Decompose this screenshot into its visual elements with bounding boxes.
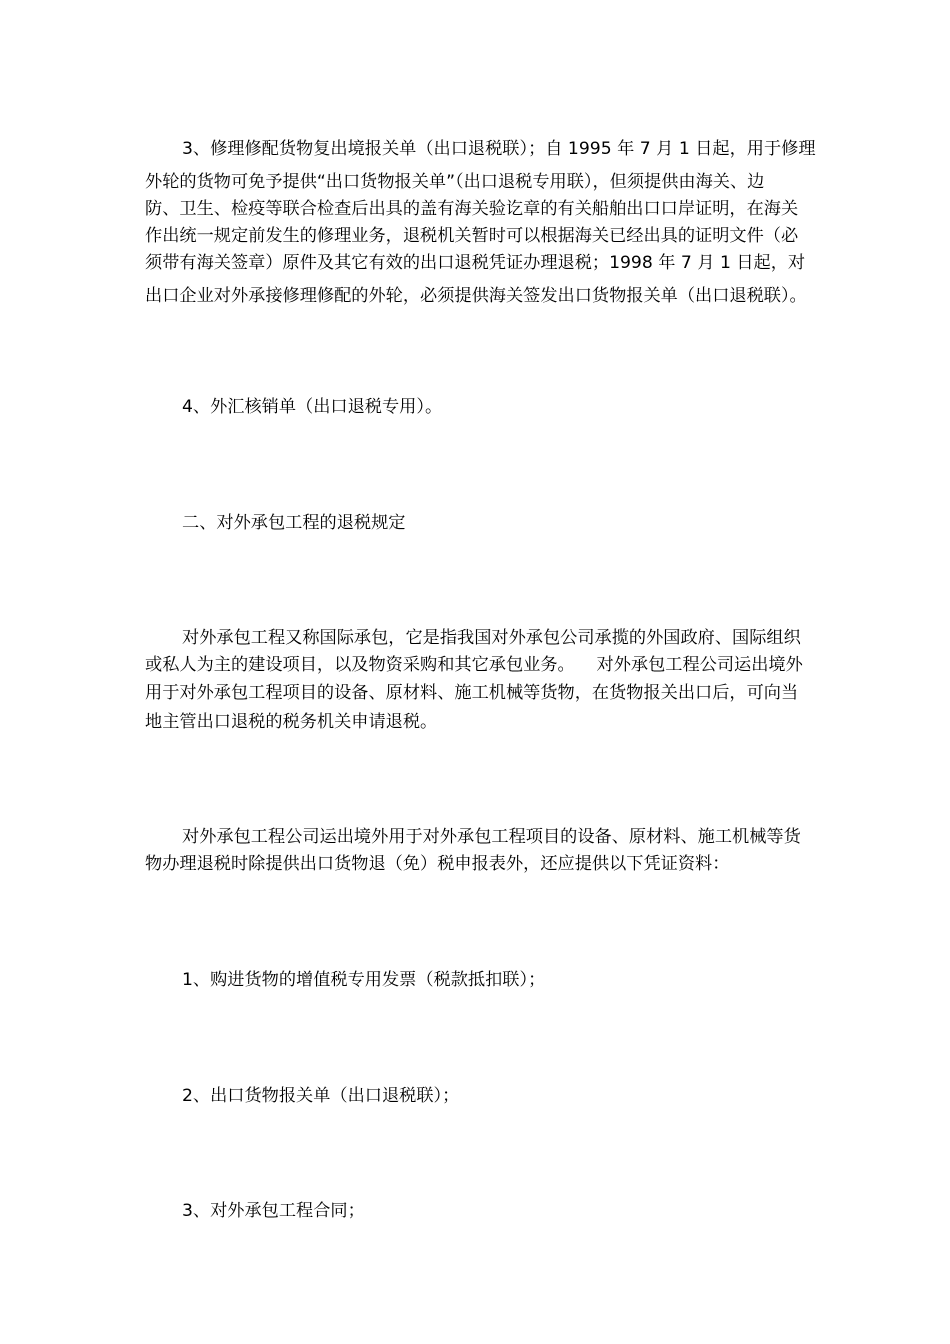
heading-text: 二、对外承包工程的退税规定 (182, 513, 406, 533)
text-line: 对外承包工程公司运出境外用于对外承包工程项目的设备、原材料、施工机械等货 (182, 827, 801, 847)
text-line: 须带有海关签章）原件及其它有效的出口退税凭证办理退税；1998 年 7 月 1 日起，对 (145, 253, 806, 273)
text-line: 防、卫生、检疫等联合检查后出具的盖有海关验讫章的有关船舶出口口岸证明，在海关 (145, 199, 799, 219)
list-item: 1、购进货物的增值税专用发票（税款抵扣联）； (182, 970, 546, 990)
text-line: 对外承包工程又称国际承包，它是指我国对外承包公司承揽的外国政府、国际组织 (182, 628, 801, 648)
text-line: 物办理退税时除提供出口货物退（免）税申报表外，还应提供以下凭证资料： (145, 854, 730, 874)
text-line: 用于对外承包工程项目的设备、原材料、施工机械等货物，在货物报关出口后，可向当 (145, 683, 799, 703)
text-line: 地主管出口退税的税务机关申请退税。 (145, 712, 438, 732)
text-line: 外轮的货物可免予提供“出口货物报关单”（出口退税专用联），但须提供由海关、边 (145, 172, 765, 192)
text-line: 出口企业对外承接修理修配的外轮，必须提供海关签发出口货物报关单（出口退税联）。 (145, 286, 807, 306)
text-line: 作出统一规定前发生的修理业务，退税机关暂时可以根据海关已经出具的证明文件（必 (145, 226, 799, 246)
text-line: 或私人为主的建设项目，以及物资采购和其它承包业务。 对外承包工程公司运出境外 (145, 655, 803, 675)
list-item: 2、出口货物报关单（出口退税联）； (182, 1086, 460, 1106)
text-line: 3、修理修配货物复出境报关单（出口退税联）；自 1995 年 7 月 1 日起，用于修理 (182, 139, 816, 159)
text-line: 4、外汇核销单（出口退税专用）。 (182, 397, 443, 417)
list-item: 3、对外承包工程合同； (182, 1201, 365, 1221)
